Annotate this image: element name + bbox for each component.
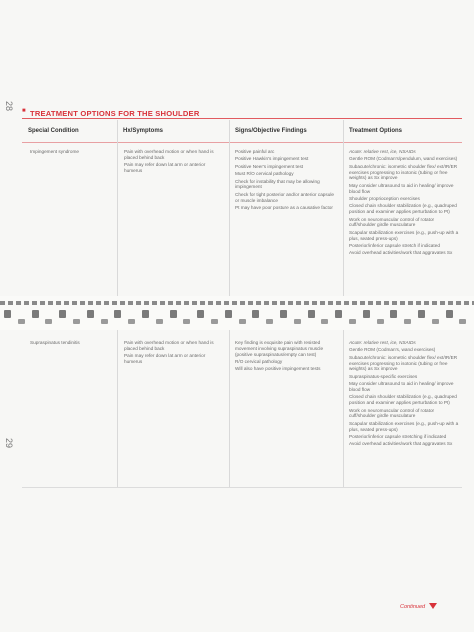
binding-hole <box>404 319 411 324</box>
column-divider <box>229 120 230 296</box>
binding-hole <box>349 319 356 324</box>
binding-hole <box>335 310 342 318</box>
binding-hole <box>73 319 80 324</box>
list-item: May consider ultrasound to aid in healing/ improve blood flow <box>349 381 454 392</box>
list-item: Positive Neer's impingement test <box>235 163 304 169</box>
table-row-condition: Impingement syndrome <box>30 149 79 154</box>
list-item: Supraspinatus-specific exercises <box>349 373 418 379</box>
binding-hole <box>294 319 301 324</box>
list-item: Closed chain shoulder stabilization (e.g., quadruped position and examiner applies perturbation to Pt) <box>349 203 457 215</box>
list-item: Pain may refer down lat arm or anterior humerus <box>124 353 206 364</box>
list-item: Positive painful arc <box>235 149 275 154</box>
row-rule <box>22 487 462 488</box>
column-divider <box>343 120 344 296</box>
list-item: Posterior/inferior capsule stretch if indicated <box>349 242 440 248</box>
table-row-hx <box>124 149 224 175</box>
binding-hole <box>114 310 121 318</box>
list-item: Pain with overhead motion or when hand is placed behind back <box>124 340 214 351</box>
page-number-top: 28 <box>4 101 14 112</box>
binding-hole <box>170 310 177 318</box>
column-divider <box>229 330 230 487</box>
binding-hole <box>18 319 25 324</box>
top-page <box>0 0 474 296</box>
list-item: Acute: relative rest, ice, NSAIDs <box>349 149 416 154</box>
title-rule <box>22 118 462 119</box>
binding-hole <box>4 310 11 318</box>
binding-hole <box>252 310 259 318</box>
list-item: Pain may refer down lat arm or anterior humerus <box>124 162 206 173</box>
binding-hole <box>45 319 52 324</box>
list-item: Gentle ROM (Codman's/pendulum, wand exercises) <box>349 156 458 162</box>
continued-arrow-icon <box>429 603 437 609</box>
binding-hole <box>432 319 439 324</box>
list-item: Positive Hawkin's impingement test <box>235 156 309 162</box>
list-item: Subacute/chronic: isometric shoulder flex/ ext/IR/ER exercises progressing to isotonic (tubing or free weights) as Sx improve <box>349 163 458 181</box>
list-item: Work on neuromuscular control of rotator cuff/shoulder girdle musculature <box>349 216 435 228</box>
table-row-hx <box>124 340 224 366</box>
binding-hole <box>59 310 66 318</box>
table-row-condition: Supraspinatus tendinitis <box>30 340 80 345</box>
binding-hole <box>32 310 39 318</box>
continued-label: Continued <box>400 604 426 610</box>
binding-edge <box>0 301 474 305</box>
binding-hole <box>363 310 370 318</box>
col-header-signs: Signs/Objective Findings <box>235 128 307 134</box>
spiral-binding <box>0 296 474 330</box>
binding-hole <box>308 310 315 318</box>
binding-hole <box>239 319 246 324</box>
list-item: Closed chain shoulder stabilization (e.g., quadruped position and examiner applies perturbation to Pt) <box>349 394 457 406</box>
binding-hole <box>225 310 232 318</box>
list-item: May consider ultrasound to aid in healing/ improve blood flow <box>349 182 454 194</box>
table-row-treatment <box>349 149 459 258</box>
list-item: Gentle ROM (Codman's, wand exercises) <box>349 347 436 353</box>
table-header <box>22 120 462 142</box>
binding-hole <box>183 319 190 324</box>
binding-hole <box>87 310 94 318</box>
col-header-condition: Special Condition <box>28 128 79 134</box>
col-header-hx: Hx/Symptoms <box>123 128 164 134</box>
column-divider <box>117 330 118 487</box>
binding-hole <box>101 319 108 324</box>
list-item: R/O cervical pathology <box>235 358 283 364</box>
binding-hole <box>377 319 384 324</box>
header-rule <box>22 142 462 143</box>
binding-hole <box>156 319 163 324</box>
binding-holes <box>0 310 474 328</box>
binding-hole <box>390 310 397 318</box>
list-item: Work on neuromuscular control of rotator cuff/shoulder girdle musculature <box>349 407 435 419</box>
table-row-signs <box>235 149 337 212</box>
list-item: Posterior/inferior capsule stretching if indicated <box>349 433 447 439</box>
list-item: Key finding is exquisite pain with resisted movement involving supraspinatus muscle (positive supraspinatus/empty can test) <box>235 340 324 357</box>
list-item: Scapular stabilization exercises (e.g., push-up with a plus, seated press-ups) <box>349 229 459 241</box>
page-title: TREATMENT OPTIONS FOR THE SHOULDER <box>30 109 200 118</box>
binding-hole <box>418 310 425 318</box>
list-item: Pt may have poor posture as a causative factor <box>235 204 333 210</box>
column-divider <box>117 120 118 296</box>
table-row-treatment <box>349 340 459 449</box>
list-item: Check for instability that may be allowing impingement <box>235 178 320 190</box>
list-item: Must R/O cervical pathology <box>235 171 294 177</box>
col-header-treatment: Treatment Options <box>349 128 403 134</box>
binding-hole <box>280 310 287 318</box>
title-bullet: ■ <box>22 108 26 114</box>
list-item: Check for tight posterior and/or anterior capsule or muscle imbalance <box>235 191 335 203</box>
list-item: Will also have positive impingement tests <box>235 366 321 372</box>
list-item: Pain with overhead motion or when hand is placed behind back <box>124 149 214 160</box>
binding-hole <box>321 319 328 324</box>
list-item: Scapular stabilization exercises (e.g., push-up with a plus, seated press-ups) <box>349 420 459 432</box>
binding-hole <box>128 319 135 324</box>
list-item: Acute: relative rest, ice, NSAIDs <box>349 340 416 345</box>
binding-hole <box>142 310 149 318</box>
list-item: Avoid overhead activities/work that aggravates Sx <box>349 441 453 447</box>
binding-hole <box>459 319 466 324</box>
list-item: Subacute/chronic: isometric shoulder flex/ ext/IR/ER exercises progressing to isotonic (tubing or free weights) as Sx improve <box>349 354 458 372</box>
table-row-signs <box>235 340 337 374</box>
page-number-bottom: 29 <box>4 438 14 449</box>
binding-hole <box>197 310 204 318</box>
list-item: Avoid overhead activities/work that aggravates Sx <box>349 250 453 256</box>
binding-hole <box>446 310 453 318</box>
binding-hole <box>211 319 218 324</box>
list-item: Shoulder proprioception exercises <box>349 195 420 201</box>
column-divider <box>343 330 344 487</box>
binding-hole <box>266 319 273 324</box>
